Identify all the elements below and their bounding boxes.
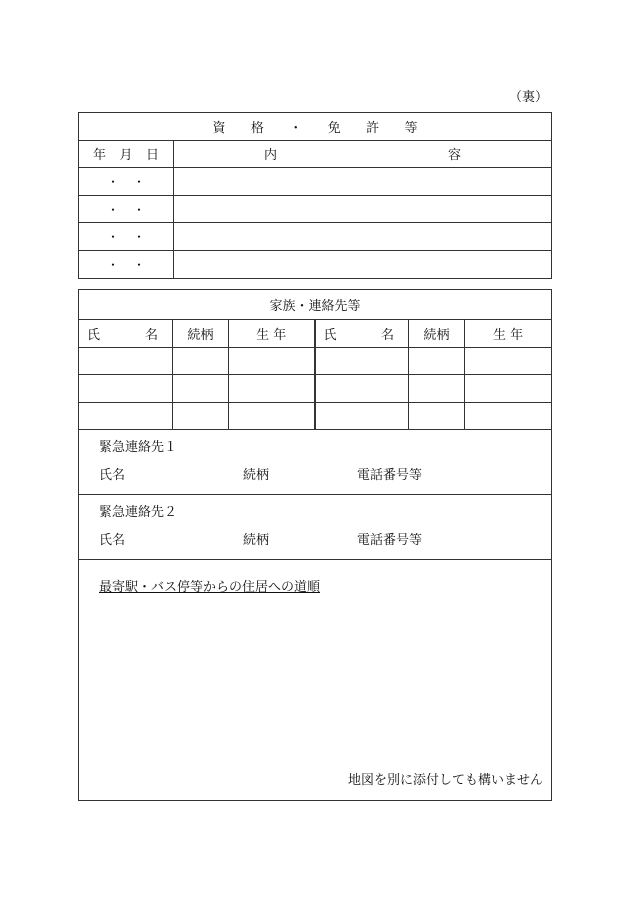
family-name-field[interactable] bbox=[79, 347, 173, 375]
family-birth-field[interactable] bbox=[465, 347, 552, 375]
family-birth-field[interactable] bbox=[229, 347, 315, 375]
family-birth-field[interactable] bbox=[229, 375, 315, 403]
license-row bbox=[79, 223, 552, 251]
date-separator: ・ bbox=[132, 257, 145, 272]
family-title: 家族・連絡先等 bbox=[79, 290, 552, 320]
route-note: 地図を別に添付しても構いません bbox=[348, 773, 544, 788]
licenses-title-row bbox=[79, 113, 552, 141]
family-relation-field[interactable] bbox=[409, 347, 465, 375]
family-relation-field[interactable] bbox=[173, 347, 229, 375]
birth-year-header: 生 年 bbox=[229, 320, 315, 348]
family-row bbox=[79, 375, 552, 403]
family-name-field[interactable] bbox=[315, 375, 409, 403]
emergency-contact-1 bbox=[79, 430, 552, 495]
family-row bbox=[79, 402, 552, 430]
name-char: 氏 bbox=[87, 327, 101, 343]
content-header bbox=[174, 140, 552, 168]
family-relation-field[interactable] bbox=[173, 375, 229, 403]
family-name-field[interactable] bbox=[79, 375, 173, 403]
license-row bbox=[79, 195, 552, 223]
family-name-field[interactable] bbox=[315, 347, 409, 375]
name-header bbox=[315, 320, 409, 348]
license-date-field[interactable] bbox=[79, 195, 174, 223]
family-name-field[interactable] bbox=[315, 402, 409, 430]
relation-header: 続柄 bbox=[173, 320, 229, 348]
title-char: 免 bbox=[327, 120, 341, 136]
title-char: 資 bbox=[212, 120, 226, 136]
family-relation-field[interactable] bbox=[409, 402, 465, 430]
date-separator: ・ bbox=[107, 230, 120, 245]
emergency-relation-label: 続柄 bbox=[243, 533, 270, 548]
name-header bbox=[79, 320, 173, 348]
name-char: 氏 bbox=[323, 327, 337, 343]
date-separator: ・ bbox=[107, 202, 120, 217]
date-separator: ・ bbox=[132, 174, 145, 189]
licenses-header-row bbox=[79, 140, 552, 168]
relation-header: 続柄 bbox=[409, 320, 465, 348]
name-char: 名 bbox=[380, 327, 394, 343]
licenses-title bbox=[79, 113, 552, 141]
emergency-relation-label: 続柄 bbox=[243, 468, 270, 483]
name-char: 名 bbox=[144, 327, 158, 343]
family-row bbox=[79, 347, 552, 375]
family-header-row bbox=[79, 320, 552, 348]
emergency-name-label: 氏名 bbox=[99, 468, 126, 483]
license-content-field[interactable] bbox=[174, 168, 552, 196]
date-header bbox=[79, 140, 174, 168]
month-label: 月 bbox=[119, 148, 133, 164]
date-separator: ・ bbox=[132, 202, 145, 217]
family-name-field[interactable] bbox=[79, 402, 173, 430]
date-separator: ・ bbox=[107, 174, 120, 189]
date-separator: ・ bbox=[132, 230, 145, 245]
license-content-field[interactable] bbox=[174, 250, 552, 278]
license-content-field[interactable] bbox=[174, 223, 552, 251]
licenses-table bbox=[78, 112, 552, 279]
family-relation-field[interactable] bbox=[409, 375, 465, 403]
title-char: 許 bbox=[366, 120, 380, 136]
route-title: 最寄駅・バス停等からの住居への道順 bbox=[99, 580, 321, 595]
emergency-contact-title: 緊急連絡先１ bbox=[99, 440, 178, 455]
title-char: ・ bbox=[289, 120, 303, 136]
family-birth-field[interactable] bbox=[465, 375, 552, 403]
license-date-field[interactable] bbox=[79, 168, 174, 196]
day-label: 日 bbox=[145, 148, 159, 164]
license-date-field[interactable] bbox=[79, 223, 174, 251]
license-row bbox=[79, 250, 552, 278]
license-date-field[interactable] bbox=[79, 250, 174, 278]
family-birth-field[interactable] bbox=[229, 402, 315, 430]
emergency-name-label: 氏名 bbox=[99, 533, 126, 548]
title-char: 格 bbox=[250, 120, 264, 136]
page-side-mark: （裏） bbox=[508, 90, 548, 105]
family-contacts-table bbox=[78, 289, 552, 801]
route-directions-area[interactable] bbox=[79, 560, 552, 801]
title-char: 等 bbox=[404, 120, 418, 136]
birth-year-header: 生 年 bbox=[465, 320, 552, 348]
license-content-field[interactable] bbox=[174, 195, 552, 223]
emergency-phone-label: 電話番号等 bbox=[357, 533, 423, 548]
content-label-1: 内 bbox=[264, 148, 278, 164]
emergency-phone-label: 電話番号等 bbox=[357, 468, 423, 483]
emergency-contact-title: 緊急連絡先２ bbox=[99, 505, 178, 520]
family-birth-field[interactable] bbox=[465, 402, 552, 430]
family-relation-field[interactable] bbox=[173, 402, 229, 430]
license-row bbox=[79, 168, 552, 196]
content-label-2: 容 bbox=[447, 148, 461, 164]
year-label: 年 bbox=[93, 148, 107, 164]
date-separator: ・ bbox=[107, 257, 120, 272]
emergency-contact-2 bbox=[79, 495, 552, 560]
